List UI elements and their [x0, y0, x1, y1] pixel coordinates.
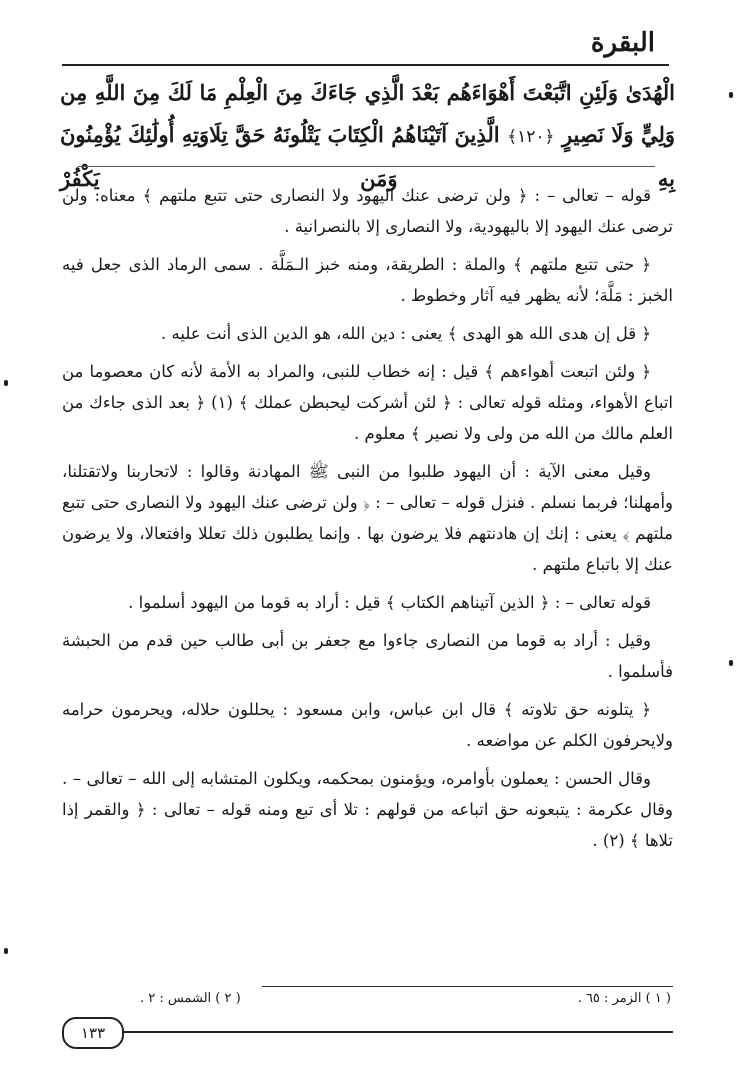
footnote-rule [262, 986, 673, 987]
commentary-paragraph: ﴿ حتى تتبع ملتهم ﴾ والملة : الطريقة، ومنه خبز الـمَلَّة . سمى الرماد الذى جعل فيه الخبز : مَلَّة؛ لأنه يظهر فيه آثار وخطوط . [62, 255, 673, 305]
commentary-paragraph: ﴿ قل إن هدى الله هو الهدى ﴾ يعنى : دين الله، هو الدين الذى أنت عليه . [161, 324, 651, 343]
bottom-rule [120, 1031, 673, 1033]
commentary-paragraph: وقيل معنى الآية : أن اليهود طلبوا من النبى ﷺ المهادنة وقالوا : لاتحاربنا ولاتقتلنا، وأمهلنا؛ فربما نسلم . فنزل قوله – تعالى – : ﴿ ولن ترضى عنك اليهود ولا النصارى حتى تتبع ملتهم ﴾ يعنى : إنك إن هادنتهم فلا يرضون بها . وإنما يطلبون ذلك تعللا وافتعالا، ولا يرضون عنك إلا باتباع ملتهم . [62, 462, 673, 574]
margin-mark [4, 380, 8, 386]
header-rule [62, 64, 669, 66]
margin-mark [729, 92, 733, 98]
commentary-paragraph: وقيل : أراد به قوما من النصارى جاءوا مع جعفر بن أبى طالب حين قدم من الحبشة فأسلموا . [62, 631, 673, 681]
margin-mark [4, 948, 8, 954]
margin-mark [729, 660, 733, 666]
footnote-1: ( ١ ) الزمر : ٦٥ . [577, 991, 671, 1006]
surah-title: البقرة [590, 28, 655, 58]
commentary-paragraph: ﴿ يتلونه حق تلاوته ﴾ قال ابن عباس، وابن مسعود : يحللون حلاله، ويحرمون حرامه ولايحرفون الكلم عن مواضعه . [62, 700, 673, 750]
verse-text-part1: الْهُدَىٰ وَلَئِنِ اتَّبَعْتَ أَهْوَاءَهُم بَعْدَ الَّذِي جَاءَكَ مِنَ الْعِلْمِ مَا لَكَ مِنَ اللَّهِ مِن وَلِيٍّ وَلَا نَصِيرٍ [60, 80, 676, 147]
commentary [62, 180, 673, 863]
section-divider [78, 166, 655, 167]
verse-text-part2: الَّذِينَ آتَيْنَاهُمُ الْكِتَابَ يَتْلُونَهُ حَقَّ تِلَاوَتِهِ أُولَٰئِكَ يُؤْمِنُونَ بِهِ وَمَن يَكْفُرْ [60, 122, 675, 191]
ayah-number: ﴿١٢٠﴾ [507, 127, 555, 147]
page-number: ١٣٣ [62, 1017, 124, 1049]
commentary-paragraph: وقال الحسن : يعملون بأوامره، ويؤمنون بمحكمه، ويكلون المتشابه إلى الله – تعالى – . وقال عكرمة : يتبعونه حق اتباعه من قولهم : تلا أى تبع ومنه قوله – تعالى : ﴿ والقمر إذا تلاها ﴾ (٢) . [62, 769, 673, 850]
commentary-paragraph: قوله – تعالى – : ﴿ ولن ترضى عنك اليهود ولا النصارى حتى تتبع ملتهم ﴾ معناه: ولن ترضى عنك اليهود إلا باليهودية، ولا النصارى إلا بالنصرانية . [62, 186, 673, 236]
footnotes [140, 988, 671, 1010]
footnote-2: ( ٢ ) الشمس : ٢ . [140, 991, 241, 1006]
commentary-paragraph: قوله تعالى – : ﴿ الذين آتيناهم الكتاب ﴾ قيل : أراد به قوما من اليهود أسلموا . [128, 593, 651, 612]
commentary-paragraph: ﴿ ولئن اتبعت أهواءهم ﴾ قيل : إنه خطاب للنبى، والمراد به الأمة لأنه كان معصوما من اتباع الأهواء، ومثله قوله تعالى : ﴿ لئن أشركت ليحبطن عملك ﴾ (١) ﴿ بعد الذى جاءك من العلم مالك من الله من ولى ولا نصير ﴾ معلوم . [62, 362, 674, 443]
